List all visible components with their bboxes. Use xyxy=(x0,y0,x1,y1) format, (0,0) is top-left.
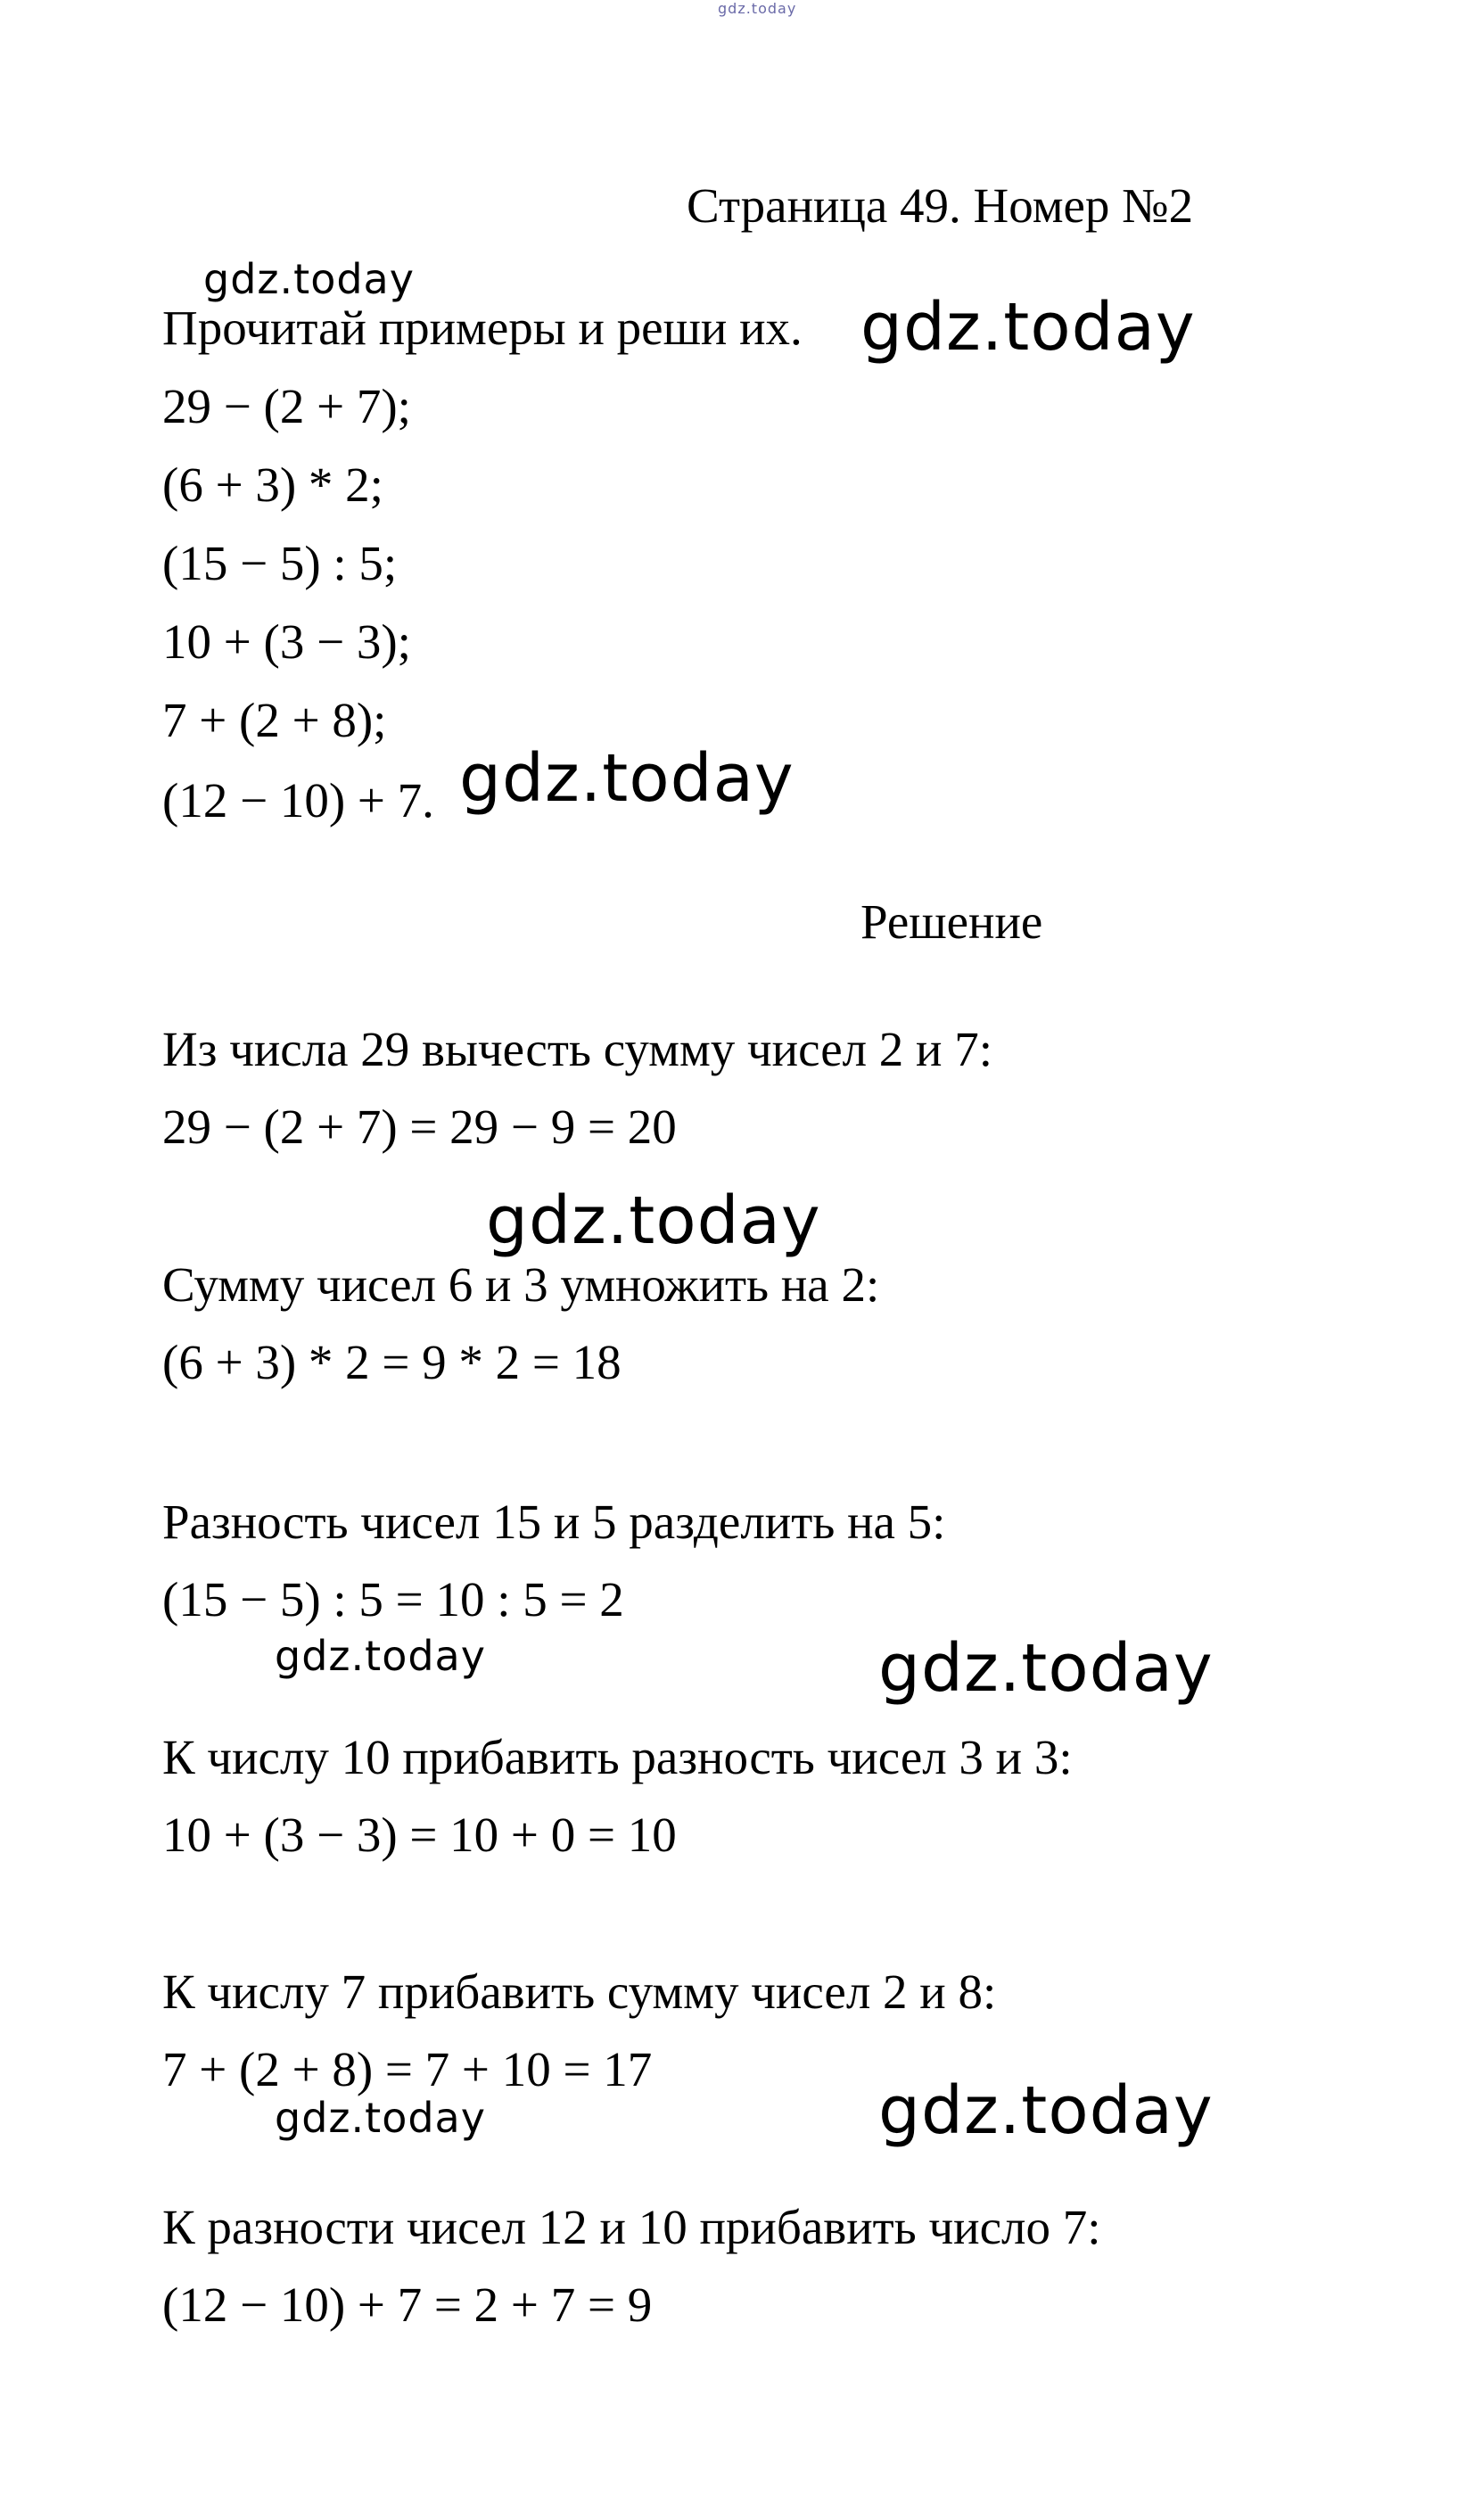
task-example: (6 + 3) * 2; xyxy=(162,457,383,512)
solution-heading: Решение xyxy=(860,894,1043,949)
task-example: (12 − 10) + 7. xyxy=(162,773,434,828)
solution-step-text: К числу 10 прибавить разность чисел 3 и 3: xyxy=(162,1730,1073,1784)
watermark: gdz.today xyxy=(275,2094,486,2142)
watermark: gdz.today xyxy=(203,255,415,303)
watermark: gdz.today xyxy=(860,289,1196,366)
solution-step-expression: (15 − 5) : 5 = 10 : 5 = 2 xyxy=(162,1572,624,1626)
solution-step-expression: (6 + 3) * 2 = 9 * 2 = 18 xyxy=(162,1335,622,1389)
watermark: gdz.today xyxy=(878,2072,1214,2149)
solution-step-text: Из числа 29 вычесть сумму чисел 2 и 7: xyxy=(162,1022,993,1076)
watermark: gdz.today xyxy=(486,1182,821,1259)
task-example: 10 + (3 − 3); xyxy=(162,614,411,669)
watermark: gdz.today xyxy=(275,1632,486,1680)
solution-step-text: К разности чисел 12 и 10 прибавить число 7: xyxy=(162,2200,1101,2254)
watermark: gdz.today xyxy=(459,740,795,817)
task-instruction: Прочитай примеры и реши их. xyxy=(162,301,803,355)
solution-step-text: К числу 7 прибавить сумму чисел 2 и 8: xyxy=(162,1964,997,2019)
watermark-top: gdz.today xyxy=(718,0,797,17)
solution-step-expression: 7 + (2 + 8) = 7 + 10 = 17 xyxy=(162,2042,653,2096)
task-example: 29 − (2 + 7); xyxy=(162,379,411,433)
task-example: 7 + (2 + 8); xyxy=(162,693,387,747)
solution-step-text: Сумму чисел 6 и 3 умножить на 2: xyxy=(162,1257,880,1312)
watermark: gdz.today xyxy=(878,1630,1214,1707)
solution-step-expression: (12 − 10) + 7 = 2 + 7 = 9 xyxy=(162,2277,653,2332)
solution-step-text: Разность чисел 15 и 5 разделить на 5: xyxy=(162,1495,946,1549)
solution-step-expression: 29 − (2 + 7) = 29 − 9 = 20 xyxy=(162,1099,677,1154)
page-title: Страница 49. Номер №2 xyxy=(687,178,1194,233)
solution-step-expression: 10 + (3 − 3) = 10 + 0 = 10 xyxy=(162,1808,677,1862)
task-example: (15 − 5) : 5; xyxy=(162,536,398,590)
